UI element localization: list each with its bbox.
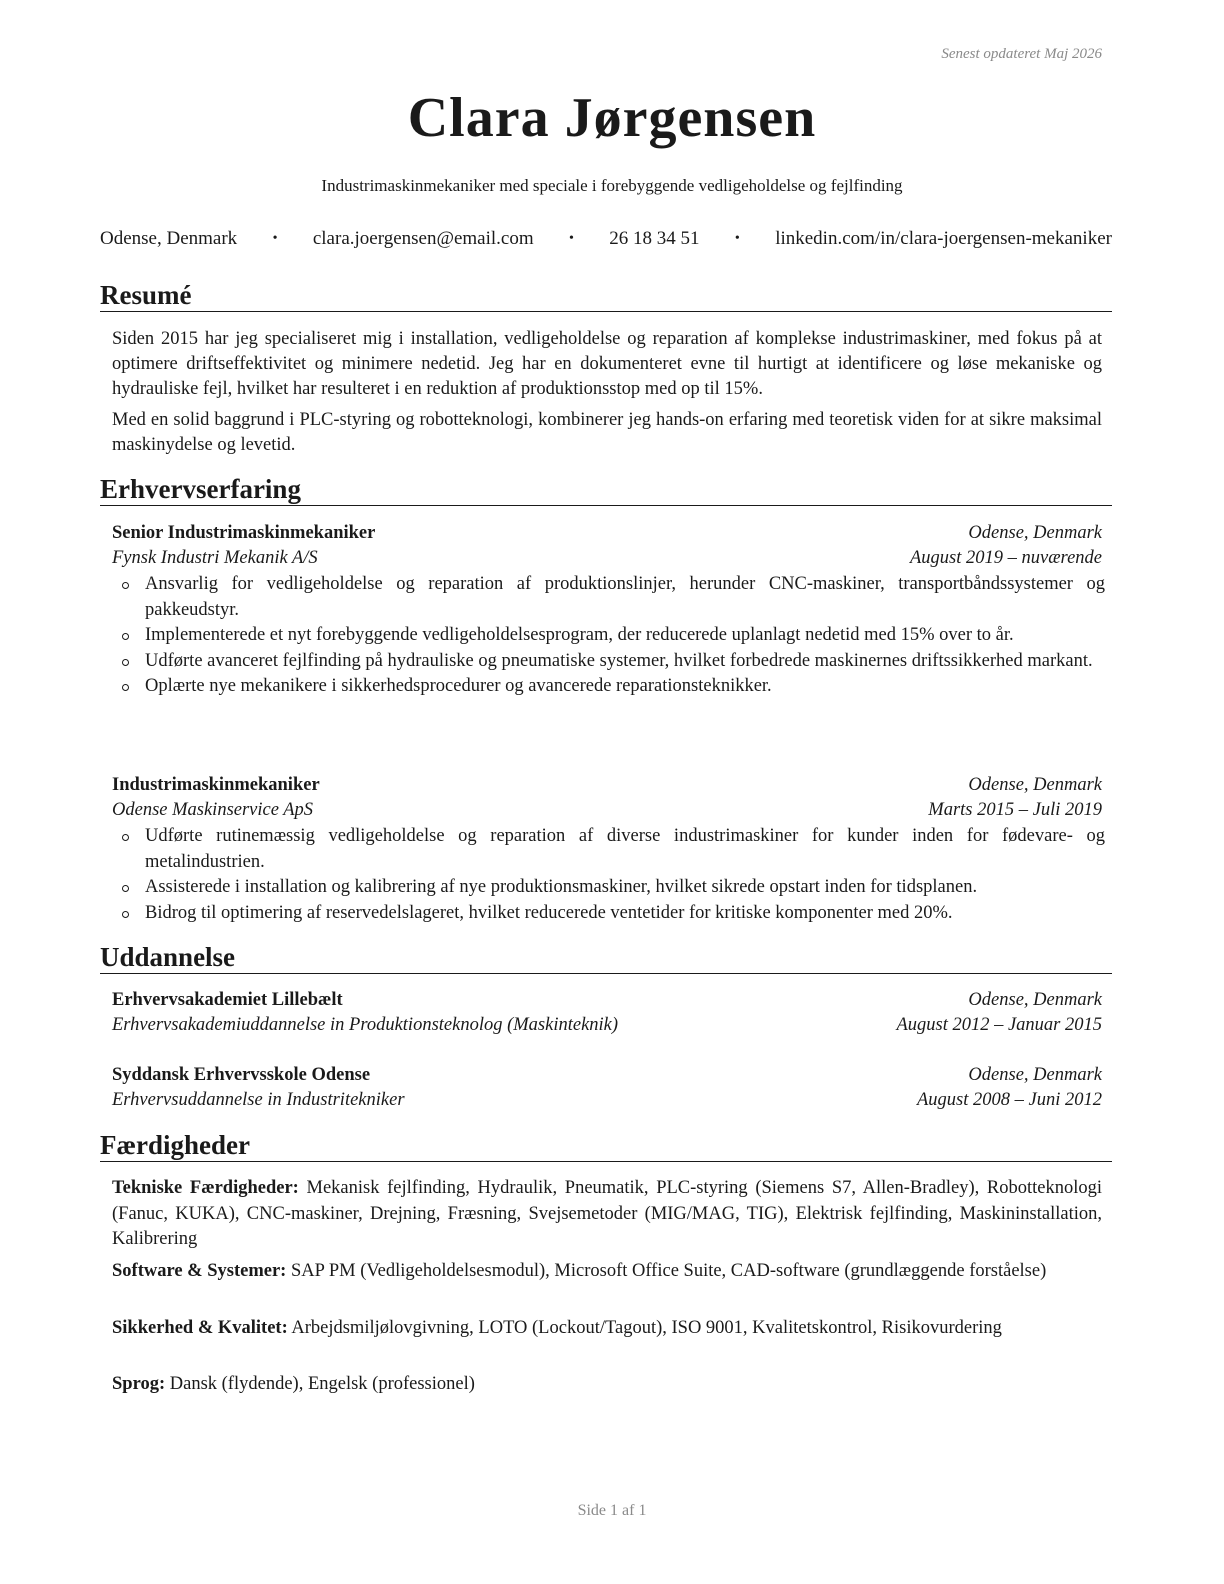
edu-dates: August 2008 – Juni 2012 [917, 1090, 1102, 1110]
edu-degree: Erhvervsakademiuddannelse in Produktionsteknolog (Maskinteknik) [112, 1015, 619, 1035]
bullet-text: Bidrog til optimering af reservedelslageret, hvilket reducerede ventetider for kritiske komponenter med 20%. [145, 902, 953, 923]
job-company-row [112, 546, 1102, 571]
skill-text: SAP PM (Vedligeholdelsesmodul), Microsoft Office Suite, CAD-software (grundlæggende forståelse) [290, 1261, 1047, 1281]
list-item [112, 901, 1105, 927]
bullet-circle-icon [122, 582, 129, 589]
list-item [112, 649, 1105, 675]
edu-degree-row [112, 1088, 1102, 1113]
contact-email[interactable]: clara.joergensen@email.com [312, 228, 534, 249]
skill-group-technical [112, 1176, 1102, 1253]
skill-group-languages [112, 1372, 1102, 1398]
skill-label: Software & Systemer: [112, 1261, 287, 1281]
job-company-row [112, 798, 1102, 823]
bullet-circle-icon [122, 633, 129, 640]
skill-text: Arbejdsmiljølovgivning, LOTO (Lockout/Tagout), ISO 9001, Kvalitetskontrol, Risikovurdering [291, 1318, 1002, 1338]
skill-label: Sprog: [112, 1374, 166, 1394]
job-company: Odense Maskinservice ApS [112, 800, 314, 820]
bullet-circle-icon [122, 834, 129, 841]
bullet-text: Implementerede et nyt forebyggende vedligeholdelsesprogram, der reducerede uplanlagt nedetid med 15% over to år. [145, 625, 1014, 645]
bullet-text: Oplærte nye mekanikere i sikkerhedsprocedurer og avancerede reparationsteknikker. [145, 676, 772, 696]
section-title-experience: Erhvervserfaring [100, 473, 1112, 506]
edu-school: Syddansk Erhvervsskole Odense [112, 1065, 371, 1085]
separator-dot: • [272, 231, 278, 246]
skill-group-safety [112, 1316, 1102, 1342]
job-dates: Marts 2015 – Juli 2019 [928, 800, 1102, 820]
bullet-text: Udførte avanceret fejlfinding på hydrauliske og pneumatiske systemer, hvilket forbedrede maskinernes driftssikkerhed markant. [145, 650, 1093, 671]
skill-text: Dansk (flydende), Engelsk (professionel) [169, 1374, 475, 1394]
job-location: Odense, Denmark [968, 523, 1102, 543]
edu-degree-row [112, 1013, 1102, 1038]
job-location: Odense, Denmark [968, 775, 1102, 795]
list-item [112, 674, 1105, 700]
bullet-circle-icon [122, 659, 129, 666]
edu-dates: August 2012 – Januar 2015 [896, 1015, 1102, 1035]
section-title-education: Uddannelse [100, 941, 1112, 974]
contact-phone: 26 18 34 51 [609, 228, 700, 249]
list-item [112, 875, 1105, 901]
job-header-row [112, 521, 1102, 546]
contact-line [100, 228, 1112, 250]
section-title-summary: Resumé [100, 279, 1112, 312]
skill-label: Sikkerhed & Kvalitet: [112, 1318, 288, 1338]
edu-degree: Erhvervsuddannelse in Industritekniker [112, 1090, 405, 1110]
edu-header-row [112, 1063, 1102, 1088]
separator-dot: • [734, 231, 740, 246]
job-role: Senior Industrimaskinmekaniker [112, 523, 376, 543]
bullet-circle-icon [122, 885, 129, 892]
edu-location: Odense, Denmark [968, 1065, 1102, 1085]
edu-header-row [112, 988, 1102, 1013]
list-item [112, 623, 1105, 649]
list-item [112, 572, 1105, 623]
job-company: Fynsk Industri Mekanik A/S [112, 548, 318, 568]
tagline: Industrimaskinmekaniker med speciale i forebyggende vedligeholdelse og fejlfinding [321, 176, 903, 195]
job-header-row [112, 773, 1102, 798]
candidate-name: Clara Jørgensen [407, 87, 817, 149]
skill-label: Tekniske Færdigheder: [112, 1178, 299, 1198]
edu-school: Erhvervsakademiet Lillebælt [112, 990, 343, 1010]
edu-location: Odense, Denmark [968, 990, 1102, 1010]
job-bullets [112, 572, 1105, 700]
bullet-circle-icon [122, 684, 129, 691]
job-bullets [112, 824, 1105, 926]
bullet-text: Udførte rutinemæssig vedligeholdelse og reparation af diverse industrimaskiner for kunder inden for fødevare- og metalindustrien. [145, 826, 1105, 872]
section-title-skills: Færdigheder [100, 1129, 1112, 1162]
summary-paragraph-1: Siden 2015 har jeg specialiseret mig i installation, vedligeholdelse og reparation af komplekse industrimaskiner, med fokus på at optimere driftseffektivitet og minimere nedetid. Jeg har en dokumenteret evne til hurtigt at identificere og løse mekaniske og hydrauliske fejl, hvilket har resulteret i en reduktion af produktionsstop med op til 15%. [112, 329, 1102, 399]
job-role: Industrimaskinmekaniker [112, 775, 320, 795]
contact-linkedin[interactable]: linkedin.com/in/clara-joergensen-mekaniker [775, 228, 1112, 249]
summary-paragraph-2: Med en solid baggrund i PLC-styring og robotteknologi, kombinerer jeg hands-on erfaring med teoretisk viden for at sikre maksimal maskinydelse og levetid. [112, 410, 1102, 455]
job-dates: August 2019 – nuværende [909, 548, 1102, 568]
list-item [112, 824, 1105, 875]
last-updated: Senest opdateret Maj 2026 [941, 46, 1102, 62]
skill-text: Mekanisk fejlfinding, Hydraulik, Pneumatik, PLC-styring (Siemens S7, Allen-Bradley), Robotteknologi (Fanuc, KUKA), CNC-maskiner, Drejning, Fræsning, Svejsemetoder (MIG/MAG, TIG), Elektrisk fejlfinding, Maskininstallation, Kalibrering [112, 1178, 1103, 1249]
bullet-text: Ansvarlig for vedligeholdelse og reparation af produktionslinjer, herunder CNC-maskiner, transportbåndssystemer og pakkeudstyr. [145, 574, 1105, 620]
bullet-text: Assisterede i installation og kalibrering af nye produktionsmaskiner, hvilket sikrede opstart inden for tidsplanen. [145, 877, 978, 897]
bullet-circle-icon [122, 911, 129, 918]
contact-location: Odense, Denmark [100, 228, 238, 249]
page-number: Side 1 af 1 [577, 1502, 647, 1519]
skill-group-software [112, 1259, 1102, 1285]
separator-dot: • [569, 231, 574, 246]
